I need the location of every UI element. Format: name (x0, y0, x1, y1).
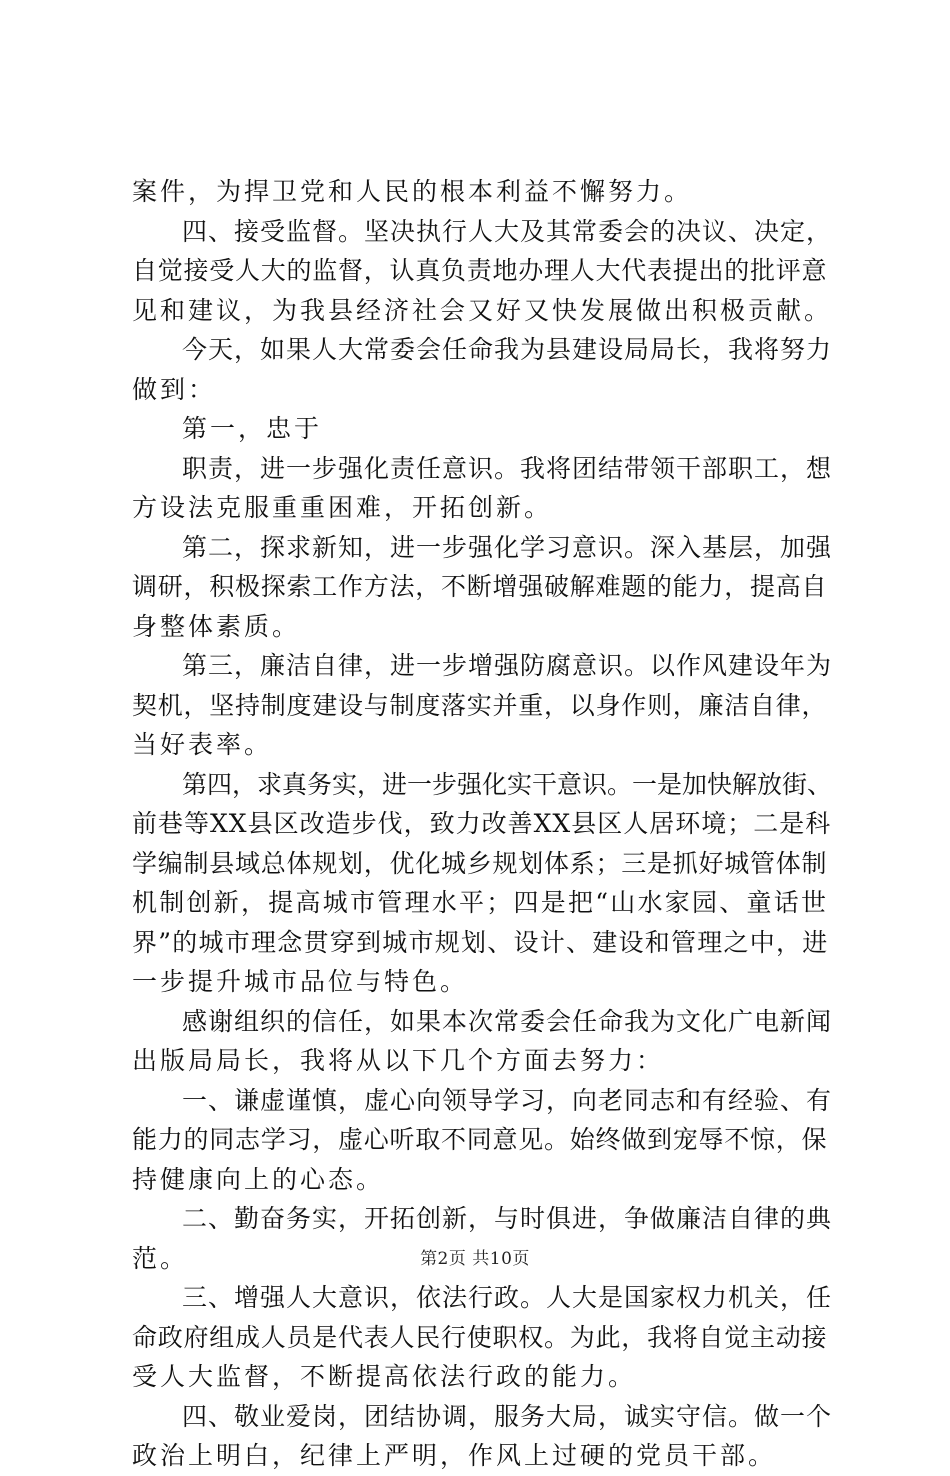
text-line: 第三，廉洁自律，进一步增强防腐意识。以作风建设年为 (182, 651, 833, 680)
text-line: 今天，如果人大常委会任命我为县建设局局长，我将努力 (182, 335, 833, 364)
text-line: 第一，忠于 (182, 414, 323, 443)
text-line: 当好表率。 (132, 730, 273, 759)
document-body (132, 172, 832, 1476)
text-line: 契机，坚持制度建设与制度落实并重，以身作则，廉洁自律， (132, 690, 828, 720)
text-line: 第四，求真务实，进一步强化实干意识。一是加快解放街、 (182, 769, 833, 799)
text-line: 命政府组成人员是代表人民行使职权。为此，我将自觉主动接 (132, 1322, 828, 1352)
text-line: 调研，积极探索工作方法，不断增强破解难题的能力，提高自 (132, 572, 828, 601)
text-line: 感谢组织的信任，如果本次常委会任命我为文化广电新闻 (182, 1006, 833, 1036)
text-line: 前巷等XX县区改造步伐，致力改善XX县区人居环境；二是科 (132, 809, 832, 838)
text-line: 做到： (132, 374, 217, 404)
text-line: 见和建议，为我县经济社会又好又快发展做出积极贡献。 (132, 295, 833, 325)
text-line: 身整体素质。 (132, 611, 301, 641)
text-line: 方设法克服重重困难，开拓创新。 (132, 493, 553, 522)
text-line: 机制创新，提高城市管理水平；四是把“山水家园、童话世 (132, 888, 829, 917)
text-line: 二、勤奋务实，开拓创新，与时俱进，争做廉洁自律的典 (182, 1204, 833, 1233)
text-line: 自觉接受人大的监督，认真负责地办理人大代表提出的批评意 (132, 256, 828, 285)
page-footer: 第2页 共10页 (420, 1249, 530, 1269)
text-line: 案件，为捍卫党和人民的根本利益不懈努力。 (132, 177, 693, 206)
text-line: 四、接受监督。坚决执行人大及其常委会的决议、决定， (182, 216, 833, 246)
text-line: 受人大监督，不断提高依法行政的能力。 (132, 1362, 637, 1391)
text-line: 一、谦虚谨慎，虚心向领导学习，向老同志和有经验、有 (182, 1085, 833, 1115)
text-line: 第二，探求新知，进一步强化学习意识。深入基层，加强 (182, 532, 833, 562)
text-line: 范。 (132, 1243, 189, 1273)
text-line: 出版局局长，我将从以下几个方面去努力： (132, 1046, 665, 1075)
text-line: 职责，进一步强化责任意识。我将团结带领干部职工，想 (182, 453, 833, 483)
text-line: 四、敬业爱岗，团结协调，服务大局，诚实守信。做一个 (182, 1401, 833, 1431)
text-line: 三、增强人大意识，依法行政。人大是国家权力机关，任 (182, 1283, 833, 1312)
text-line: 一步提升城市品位与特色。 (132, 967, 469, 996)
text-line: 能力的同志学习，虚心听取不同意见。始终做到宠辱不惊，保 (132, 1125, 828, 1154)
text-line: 政治上明白，纪律上严明，作风上过硬的党员干部。 (132, 1441, 777, 1470)
text-line: 界”的城市理念贯穿到城市规划、设计、建设和管理之中，进 (132, 927, 829, 957)
text-line: 学编制县域总体规划，优化城乡规划体系；三是抓好城管体制 (132, 848, 828, 878)
text-line: 持健康向上的心态。 (132, 1164, 385, 1194)
